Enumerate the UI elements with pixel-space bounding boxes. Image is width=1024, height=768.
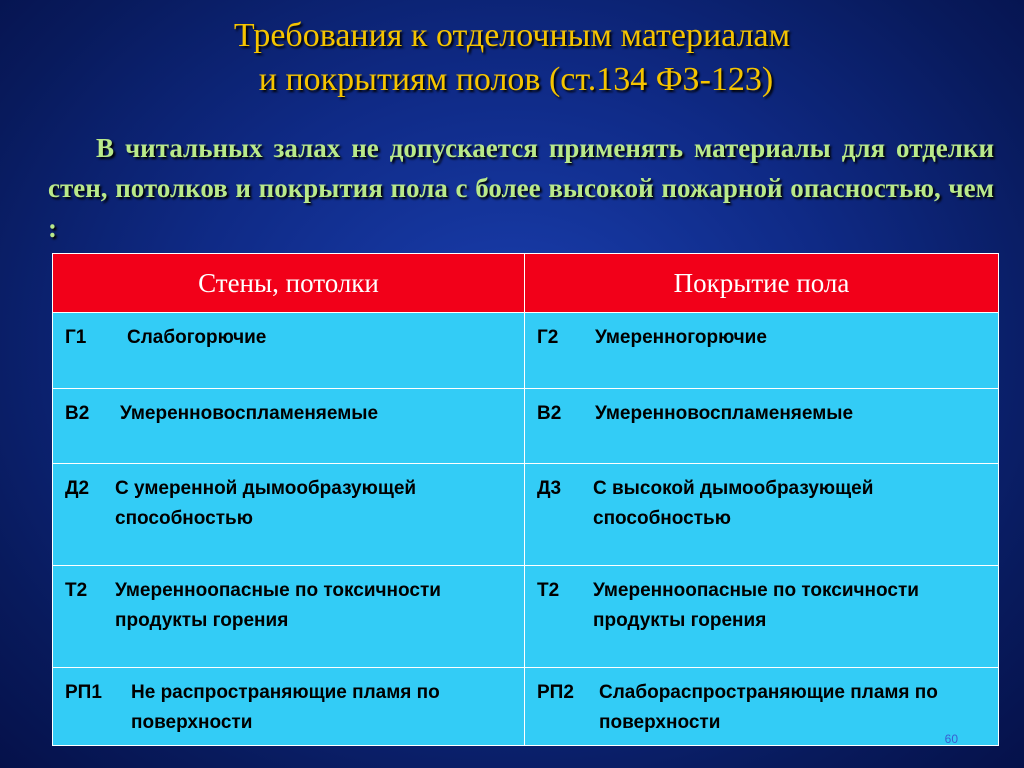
class-code: РП1 <box>65 682 102 703</box>
cell-walls <box>53 668 525 746</box>
cell-walls <box>53 389 525 464</box>
cell-floor <box>525 389 999 464</box>
intro-paragraph: В читальных залах не допускается применять материалы для отделки стен, потолков и покрытия пола с более высокой пожарной опасностью, чем : <box>48 133 994 243</box>
class-description: Слабораспространяющие пламя по поверхности <box>599 682 938 733</box>
class-description: Умеренноопасные по токсичности продукты горения <box>593 580 919 631</box>
cell-floor <box>525 464 999 566</box>
class-description: Умеренновоспламеняемые <box>120 403 379 424</box>
class-code: В2 <box>65 403 90 424</box>
cell-walls <box>53 313 525 389</box>
class-code: Г2 <box>537 327 559 348</box>
cell-floor <box>525 566 999 668</box>
table-row <box>53 566 999 668</box>
table-header-row <box>53 254 999 313</box>
header-floor-covering: Покрытие пола <box>525 254 999 313</box>
table-row <box>53 313 999 389</box>
cell-walls <box>53 566 525 668</box>
class-code: Д3 <box>537 478 562 499</box>
class-description: Умеренновоспламеняемые <box>595 403 854 424</box>
class-description: Не распространяющие пламя по поверхности <box>131 682 440 733</box>
class-description: С умеренной дымообразующей способностью <box>115 478 417 529</box>
title-line-2: и покрытиям полов (ст.134 ФЗ-123) <box>258 61 774 98</box>
slide-title <box>0 14 1024 102</box>
cell-floor <box>525 668 999 746</box>
table-row <box>53 464 999 566</box>
class-code: Т2 <box>537 580 560 601</box>
page-number: 60 <box>944 732 958 746</box>
header-walls-ceilings: Стены, потолки <box>53 254 525 313</box>
requirements-table <box>52 253 999 746</box>
title-line-1: Требования к отделочным материалам <box>233 17 791 54</box>
class-description: Слабогорючие <box>127 327 267 348</box>
class-description: С высокой дымообразующей способностью <box>593 478 874 529</box>
class-code: Д2 <box>65 478 90 499</box>
class-code: Т2 <box>65 580 88 601</box>
class-code: Г1 <box>65 327 87 348</box>
class-code: В2 <box>537 403 562 424</box>
cell-walls <box>53 464 525 566</box>
table-row <box>53 389 999 464</box>
class-description: Умеренногорючие <box>595 327 767 348</box>
cell-floor <box>525 313 999 389</box>
class-code: РП2 <box>537 682 574 703</box>
table-row <box>53 668 999 746</box>
class-description: Умеренноопасные по токсичности продукты горения <box>115 580 441 631</box>
